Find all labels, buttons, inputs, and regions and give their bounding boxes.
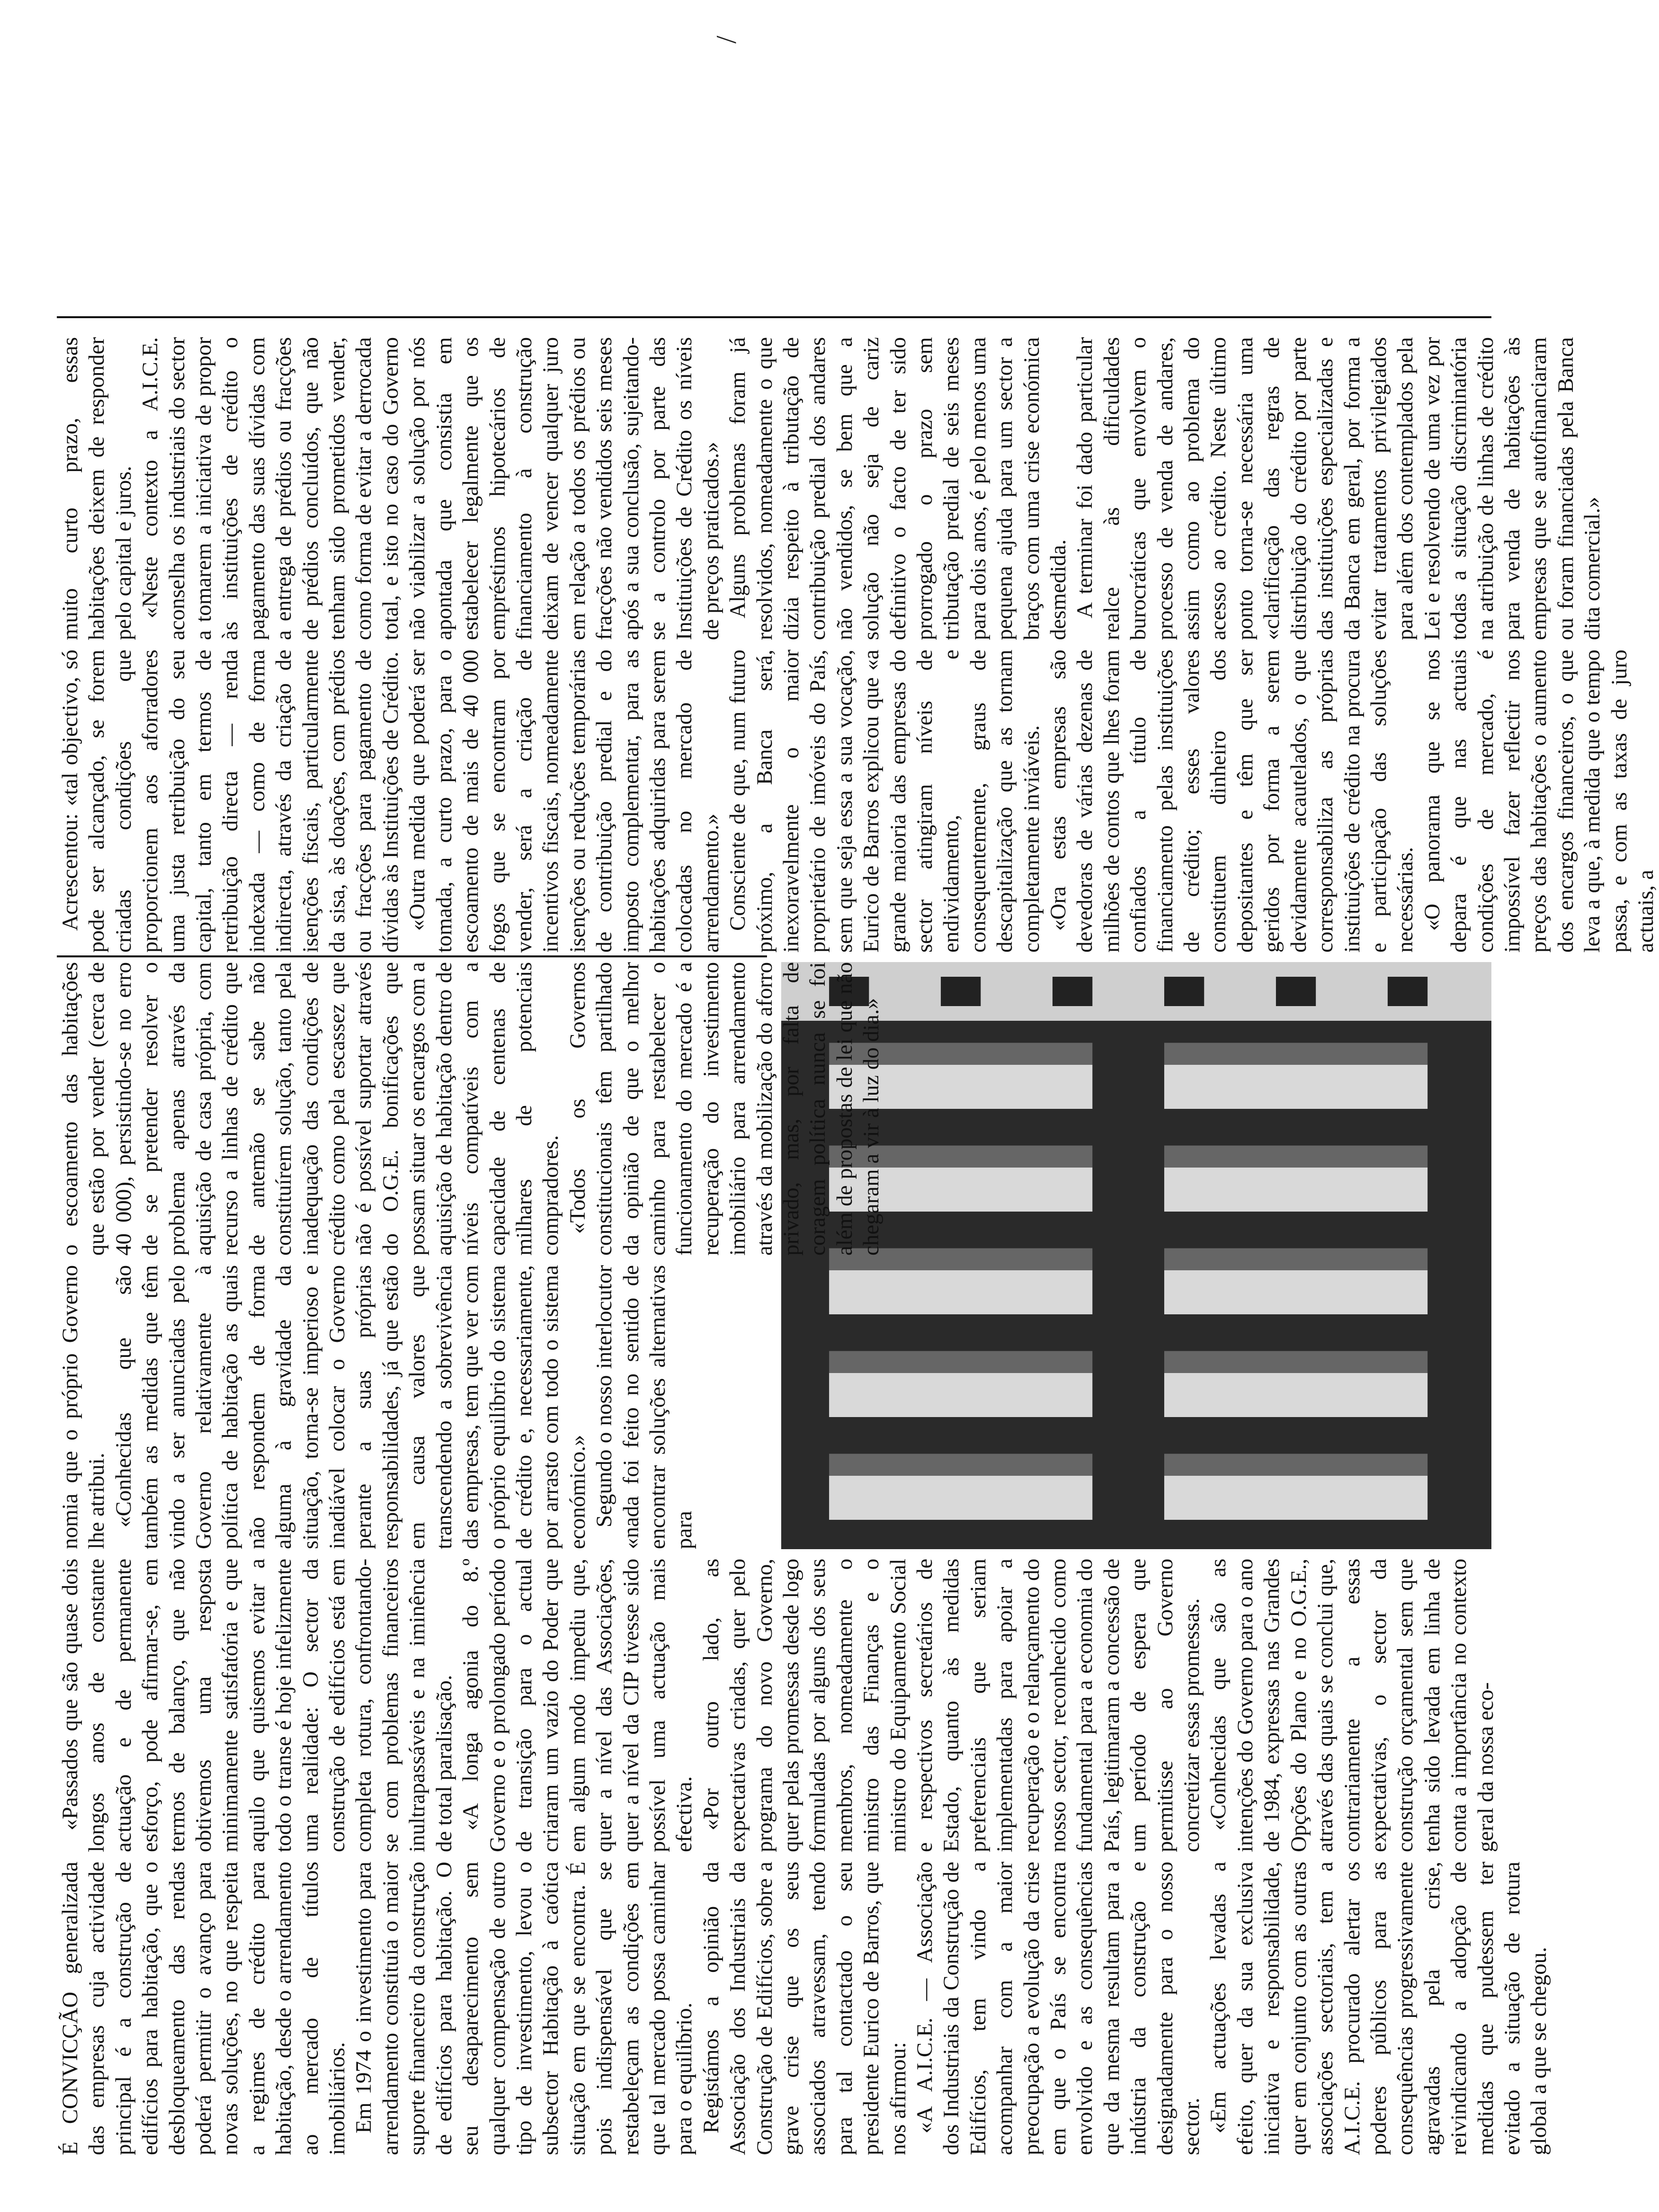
- article-column-1: [57, 1862, 1552, 2155]
- paragraph: «Conhecidas que são as intenções do Governo para o ano de 1984, expressas nas Grandes Opções do Plano e no O.G.E., através das quais se conclui que, contrariamente a essas expectativas, o sector da construção orçamental sem que tenha sido levada em linha de conta a importância no contexto geral da nossa eco-: [1206, 1559, 1498, 1852]
- paragraph: «A longa agonia do 8.º Governo e o prolongado período de transição para o actual criaram um vazio do Poder que em algum modo impediu que, quer a nível das Associações, quer a nível da CIP tivesse sido possível uma actuação mais efectiva.: [458, 1559, 697, 1852]
- article-column-5: [57, 650, 1658, 953]
- paragraph: «Neste contexto a A.I.C.E. aconselha os industriais do sector a tomarem a iniciativa de propor às instituições de crédito o pagamento das suas dívidas com a entrega de prédios ou fracções de prédios concluídos, que não tenham sido prometidos vender, como forma de evitar a derrocada total, e isto no caso do Governo não viabilizar a solução por nós apontada que consistia em estabelecer legalmente que os empréstimos hipotecários de financiamento à construção deixam de vencer qualquer juro em relação a todos os prédios ou fracções não vendidos seis meses após a sua conclusão, sujeitando-se a controlo por parte das Instituições de Crédito os níveis de preços praticados.»: [138, 337, 723, 640]
- paragraph: «Ora estas empresas são devedoras de várias dezenas de milhões de contos que lhes foram confiados a título de financiamento pelas instituições de crédito; esses valores constituem dinheiro dos depositantes e têm que ser geridos por forma a serem devidamente acautelados, o que corresponsabiliza as próprias instituições de crédito na procura e participação das soluções necessárias.: [1046, 650, 1418, 953]
- paragraph: Em 1974 o investimento para arrendamento constituía o maior suporte financeiro da construção de edifícios para habitação. O seu desaparecimento sem qualquer compensação de outro tipo de investimento, levou o subsector Habitação à caótica situação em que se encontra. É pois indispensável que se restabeleçam as condições em que tal mercado possa caminhar para o equilíbrio.: [351, 1862, 697, 2155]
- paragraph: «Outra medida que poderá ser tomada, a curto prazo, para o escoamento de mais de 40 000 fogos que se encontram por vender, será a criação de incentivos fiscais, nomeadamente isenções ou reduções temporárias de contribuição predial e do imposto complementar, para as habitações adquiridas para serem colocadas no mercado de arrendamento.»: [405, 650, 723, 953]
- paragraph: Registámos a opinião da Associação dos Industriais da Construção de Edifícios, sobre a grave crise que os seus associados atravessam, tendo para tal contactado o seu presidente Eurico de Barros, que nos afirmou:: [698, 1862, 910, 2155]
- paragraph: «O panorama que se nos depara é que nas actuais condições de mercado, é impossível fazer reflectir nos preços das habitações o aumento dos encargos financeiros, o que leva a que, à medida que o tempo passa, e com as taxas de juro actuais, a: [1419, 650, 1658, 953]
- article-column-4: [57, 962, 884, 1256]
- paragraph: Consciente de que, num futuro próximo, a Banca será, inexoravelmente o maior proprietário de imóveis do País, sem que seja essa a sua vocação, Eurico de Barros explicou que «a grande maioria das empresas do sector atingiram níveis de endividamento, e consequentemente, graus de descapitalização que as tornam completamente inviáveis.: [725, 650, 1044, 953]
- paragraph: nomia que o próprio Governo lhe atribui.: [58, 1265, 109, 1549]
- paragraph: «A A.I.C.E. — Associação dos Industriais da Construção de Edifícios, tem vindo a acompanhar com a maior preocupação a evolução da crise em que o País se encontra envolvido e as consequências que da mesma resultam para a indústria da construção e designadamente para o nosso sector.: [912, 1862, 1204, 2155]
- paragraph: «Conhecidas que são também as medidas que têm vindo a ser anunciadas pelo Governo relativamente à política de habitação as quais não respondem de forma alguma à gravidade da situação, torna-se imperioso e inadiável colocar o Governo perante a suas próprias responsabilidades, já que estão em causa valores que transcendendo a sobrevivência das empresas, tem que ver com o próprio equilíbrio do sistema de crédito e, necessariamente, por arrasto com todo o sistema económico.»: [111, 1265, 590, 1549]
- paragraph: É CONVICÇÃO generalizada das empresas cuja actividade principal é a construção de edifícios para habitação, que o desbloqueamento das rendas poderá permitir o avanço para novas soluções, no que respeita a regimes de crédito para habitação, desde o arrendamento ao mercado de títulos imobiliários.: [58, 1862, 350, 2155]
- paragraph: Alguns problemas foram já resolvidos, nomeadamente o que dizia respeito à tributação de contribuição predial dos andares não vendidos, se bem que a solução não seja de cariz definitivo o facto de ter sido prorrogado o prazo sem tributação predial de seis meses para dois anos, é pelo menos uma pequena ajuda para um sector a braços com uma crise económica desmedida.: [725, 337, 1071, 640]
- article-column-2: [57, 1559, 1498, 1852]
- column-rule-right: [57, 955, 767, 957]
- paragraph: «Passados que são quase dois longos anos de constante actuação e de permanente esforço, pode afirmar-se, em termos de balanço, que não obtivemos uma resposta minimamente satisfatória e que aquilo que quisemos evitar a todo o transe é hoje infelizmente uma realidade: O sector da construção de edifícios está em completa rotura, confrontando-se com problemas financeiros inultrapassáveis e na iminência de total paralisação.: [58, 1559, 456, 1852]
- paragraph: Acrescentou: «tal objectivo, só pode ser alcançado, se forem criadas condições que proporcionem aos aforradores uma justa retribuição do seu capital, tanto em termos de retribuição directa — renda indexada — como de forma indirecta, através da criação de isenções fiscais, particularmente da sisa, às doações, com prédios ou fracções para pagamento de dívidas às Instituições de Crédito.: [58, 650, 403, 953]
- bottom-rule: [57, 316, 1491, 318]
- paragraph: «Em actuações levadas a efeito, quer da sua exclusiva iniciativa e responsabilidade, quer em conjunto com as outras associações sectoriais, tem a A.I.C.E. procurado alertar os poderes públicos para as consequências progressivamente agravadas pela crise, reivindicando a adopção de medidas que pudessem ter evitado a situação de rotura global a que se chegou.: [1206, 1862, 1552, 2155]
- paragraph: «Por outro lado, as expectativas criadas, quer pelo programa do novo Governo, quer pelas promessas desde logo formuladas por alguns dos seus membros, nomeadamente o ministro das Finanças e o ministro do Equipamento Social e respectivos secretários de Estado, quanto às medidas preferenciais que seriam implementadas para apoiar a recuperação e o relançamento do nosso sector, reconhecido como fundamental para a economia do País, legitimaram a concessão de um período de espera que permitisse ao Governo concretizar essas promessas.: [698, 1559, 1204, 1852]
- paragraph: o escoamento das habitações que estão por vender (cerca de 40 000), persistindo-se no erro de se pretender resolver o problema apenas através da aquisição de casa própria, com recurso a linhas de crédito que de antemão se sabe não constituírem solução, tanto pela inadequação das condições de crédito como pela escassez que não é possível suportar através do O.G.E. bonificações que possam situar os encargos com a aquisição de habitação dentro de níveis compatíveis com a capacidade de centenas de milhares de potenciais compradores.: [58, 962, 563, 1256]
- paragraph: A terminar foi dado particular realce às dificuldades burocráticas que envolvem o processo de venda de andares, assim como ao problema do acesso ao crédito. Neste último ponto torna-se necessária uma «clarificação das regras de distribuição do crédito por parte das instituições especializadas e da Banca em geral, por forma a evitar tratamentos privilegiados para além dos contemplados pela Lei e resolvendo de uma vez por todas a situação discriminatória na atribuição de linhas de crédito para venda de habitações às empresas que se autofinanciaram ou foram financiadas pela Banca dita comercial.»: [1072, 337, 1605, 640]
- photo-rooftops-graphic: [781, 962, 1491, 1549]
- stray-mark: /: [711, 36, 742, 44]
- article-column-6: [57, 337, 1605, 640]
- paragraph: «Todos os Governos constitucionais têm partilhado da opinião de que o melhor caminho para restabelecer o funcionamento do mercado é a recuperação do investimento imobiliário para arrendamento através da mobilização do aforro privado, mas, por falta de coragem política nunca se foi além de propostas de lei que não chegaram a vir à luz do dia.»: [565, 962, 884, 1256]
- photo-building-rooftops: [781, 962, 1491, 1549]
- paragraph: muito curto prazo, essas habitações deixem de responder pelo capital e juros.: [58, 337, 136, 640]
- paragraph: Segundo o nosso interlocutor «nada foi feito no sentido de encontrar soluções alternativas para: [592, 1265, 697, 1549]
- article-column-3: [57, 1265, 767, 1549]
